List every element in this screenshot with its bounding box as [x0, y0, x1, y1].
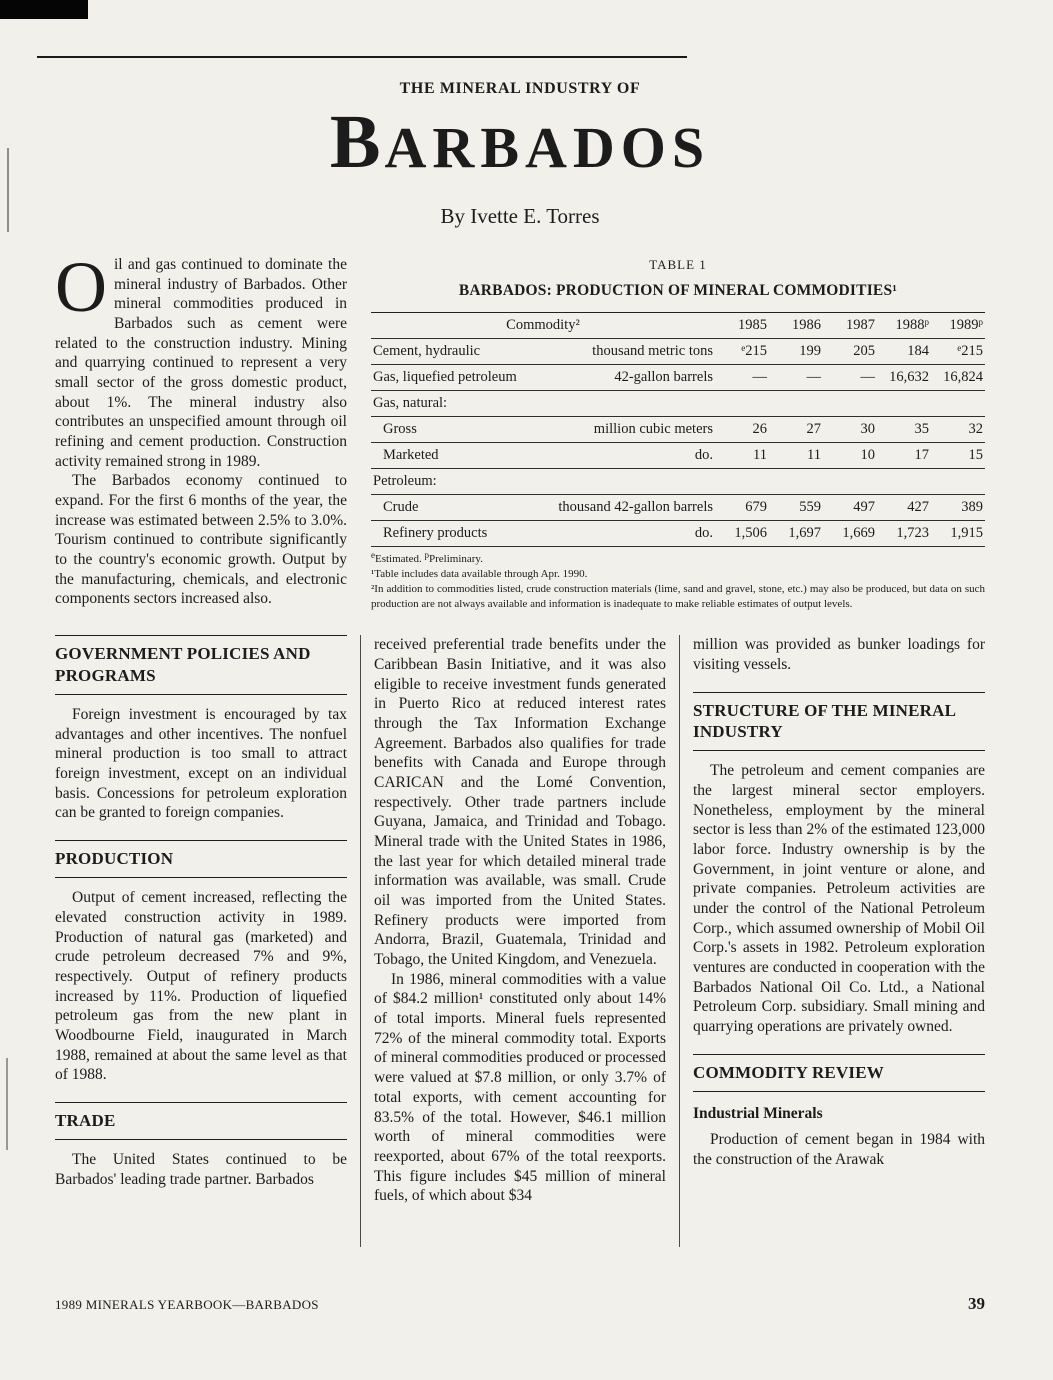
- commodity-name: Gas, natural:: [373, 395, 448, 411]
- trade-continued-paragraph-2: In 1986, mineral commodities with a value of $84.2 million¹ constituted only about 14% of total imports. Mineral fuels represented 72% of the mineral commodity total. Exports of mineral commodities produced or processed were valued at $7.8 million, or only 3.7% of total exports, with cement accounting for 83.5% of the total. However, $46.1 million worth of mineral commodities were reexported, about 67% of the total reexports. This figure includes $45 million of mineral fuels, of which about $34: [374, 970, 666, 1205]
- commodity-value: [769, 469, 823, 495]
- commodity-value: 1,669: [842, 525, 875, 541]
- section-structure: [693, 692, 985, 1037]
- commodity-name: Gross: [383, 421, 417, 437]
- commodity-value: [931, 469, 985, 495]
- intro-column: [55, 247, 347, 611]
- section-production: [55, 840, 347, 1085]
- commodity-value: 559: [799, 499, 821, 515]
- page-footer: [55, 1294, 985, 1314]
- production-table-block: [371, 255, 985, 611]
- commodity-value: 1,723: [896, 525, 929, 541]
- commodity-unit: million cubic meters: [593, 421, 713, 437]
- commodity-name: Marketed: [383, 447, 439, 463]
- column-header-year: 1988$^p$: [895, 317, 929, 333]
- government-heading: GOVERNMENT POLICIES AND PROGRAMS: [55, 635, 347, 695]
- table-row: [371, 339, 985, 365]
- title-rest: ARBADOS: [384, 115, 711, 180]
- production-table: [371, 312, 985, 547]
- column-header-year: 1989$^p$: [949, 317, 983, 333]
- column-header-year: 1986: [792, 317, 821, 333]
- commodity-value: 35: [914, 421, 929, 437]
- table-row: [371, 521, 985, 547]
- commodity-value: —: [752, 369, 767, 385]
- production-heading: PRODUCTION: [55, 840, 347, 878]
- commodity-value: 427: [907, 499, 929, 515]
- scan-artifact-edge: [6, 1058, 8, 1150]
- table-footnote: $^e$Estimated. $^p$Preliminary.: [371, 550, 483, 565]
- commodity-unit: [543, 391, 715, 417]
- commodity-value: 10: [860, 447, 875, 463]
- table-footnote: ²In addition to commodities listed, crude construction materials (lime, sand and gravel, stone, etc.) may also be produced, but data on such production are not always available and information is inadequate to make reliable estimates of output levels.: [371, 582, 985, 610]
- page-number: 39: [968, 1294, 985, 1313]
- commodity-value: 199: [799, 343, 821, 359]
- commodity-review-paragraph: Production of cement began in 1984 with the construction of the Arawak: [693, 1130, 985, 1168]
- trade-continued-paragraph-3: million was provided as bunker loadings for visiting vessels.: [693, 636, 985, 674]
- column-header-commodity: Commodity²: [506, 317, 580, 333]
- commodity-value: $^e$215: [957, 343, 983, 359]
- top-section: [55, 247, 985, 611]
- commodity-name: Gas, liquefied petroleum: [373, 369, 517, 385]
- commodity-value: 16,824: [943, 369, 983, 385]
- scan-artifact-corner: [0, 0, 88, 19]
- government-paragraph: Foreign investment is encouraged by tax advantages and other incentives. The nonfuel mineral production is too small to attract foreign investment, except on an individual basis. Concessions for petroleum exploration can be granted to foreign companies.: [55, 705, 347, 822]
- industrial-minerals-subheading: Industrial Minerals: [693, 1104, 823, 1122]
- commodity-value: 1,506: [734, 525, 767, 541]
- bottom-section: [55, 635, 985, 1247]
- commodity-value: 205: [853, 343, 875, 359]
- column-divider: [360, 635, 361, 1247]
- commodity-value: 11: [753, 447, 767, 463]
- commodity-unit: thousand metric tons: [592, 343, 713, 359]
- commodity-value: 1,915: [950, 525, 983, 541]
- commodity-value: [877, 469, 931, 495]
- commodity-value: [769, 391, 823, 417]
- commodity-value: [715, 469, 769, 495]
- byline: By Ivette E. Torres: [440, 204, 600, 228]
- commodity-name: Cement, hydraulic: [373, 343, 481, 359]
- table-row: [371, 495, 985, 521]
- series-title: THE MINERAL INDUSTRY OF: [399, 80, 641, 97]
- commodity-unit: thousand 42-gallon barrels: [558, 499, 713, 515]
- commodity-unit: do.: [694, 447, 713, 463]
- table-row: [371, 417, 985, 443]
- column-header-year: 1985: [738, 317, 767, 333]
- page-title: [55, 100, 985, 184]
- production-paragraph: Output of cement increased, reflecting the elevated construction activity in 1989. Production of natural gas (marketed) and crude petroleum decreased 7% and 9%, respectively. Output of refinery products increased by 11%. Production of liquefied petroleum gas from the new plant in Woodbourne Field, inaugurated in March 1988, remained at about the same level as that of 1988.: [55, 889, 347, 1084]
- structure-paragraph: The petroleum and cement companies are the largest mineral sector employers. Nonetheless, employment by the mineral sector is less than 2% of the estimated 123,000 labor force. Industry ownership is by the Government, in joint venture or alone, and private companies. Petroleum activities are under the control of the National Petroleum Corp., which assumed ownership of Mobil Oil Corp.'s assets in 1982. Petroleum exploration ventures are conducted in cooperation with the Barbados National Oil Co. Ltd., a National Petroleum Corp. subsidiary. Small mining and quarrying operations are privately owned.: [693, 762, 985, 1035]
- commodity-value: 26: [752, 421, 767, 437]
- commodity-value: 27: [806, 421, 821, 437]
- table-label: TABLE 1: [649, 257, 707, 272]
- section-commodity-review: [693, 1054, 985, 1170]
- commodity-value: 16,632: [889, 369, 929, 385]
- commodity-name: Refinery products: [383, 525, 488, 541]
- commodity-value: [877, 391, 931, 417]
- footer-publication: 1989 MINERALS YEARBOOK—BARBADOS: [55, 1297, 319, 1312]
- table-header-row: [371, 313, 985, 339]
- trade-continued-paragraph-1: received preferential trade benefits under the Caribbean Basin Initiative, and it was also eligible to receive investment funds generated in Puerto Rico at reduced interest rates through the Tax Information Exchange Agreement. Barbados also qualifies for trade benefits with Canada and Europe through CARICAN and the Lomé Convention, respectively. Other trade partners include Guyana, Jamaica, and Trinidad and Tobago. Mineral trade with the United States in 1986, the last year for which detailed mineral trade information was available, was small. Crude oil was imported from the United States. Refinery products were imported from Andorra, Brazil, Guatemala, Trinidad and Tobago, the United Kingdom, and Venezuela.: [374, 636, 666, 969]
- structure-heading: STRUCTURE OF THE MINERAL INDUSTRY: [693, 692, 985, 752]
- dropcap: O: [55, 247, 107, 327]
- table-footnotes: [371, 552, 985, 611]
- commodity-name: Crude: [383, 499, 419, 515]
- commodity-unit: do.: [694, 525, 713, 541]
- table-row: [371, 365, 985, 391]
- trade-paragraph: The United States continued to be Barbados' leading trade partner. Barbados: [55, 1151, 347, 1188]
- section-government: [55, 635, 347, 823]
- table-row: [371, 443, 985, 469]
- left-column: [55, 635, 347, 1247]
- table-footnote: ¹Table includes data available through Apr. 1990.: [371, 567, 588, 580]
- commodity-value: 15: [968, 447, 983, 463]
- commodity-value: [823, 469, 877, 495]
- title-initial: B: [329, 100, 385, 184]
- table-row: [371, 391, 985, 417]
- table-title: BARBADOS: PRODUCTION OF MINERAL COMMODITIES¹: [458, 282, 898, 299]
- commodity-value: 497: [853, 499, 875, 515]
- right-column: [693, 635, 985, 1247]
- commodity-value: 389: [961, 499, 983, 515]
- commodity-value: [715, 391, 769, 417]
- intro-paragraph-1: [55, 247, 347, 471]
- commodity-value: 184: [907, 343, 929, 359]
- commodity-value: 679: [745, 499, 767, 515]
- commodity-value: [823, 391, 877, 417]
- commodity-value: 17: [914, 447, 929, 463]
- commodity-value: [931, 391, 985, 417]
- commodity-value: 1,697: [788, 525, 821, 541]
- middle-column: [374, 635, 666, 1247]
- column-divider: [679, 635, 680, 1247]
- commodity-review-heading: COMMODITY REVIEW: [693, 1054, 985, 1092]
- scan-artifact-edge: [7, 148, 9, 232]
- commodity-unit: [543, 469, 715, 495]
- commodity-unit: 42-gallon barrels: [614, 369, 713, 385]
- commodity-value: —: [860, 369, 875, 385]
- commodity-value: —: [806, 369, 821, 385]
- commodity-value: 30: [860, 421, 875, 437]
- top-rule: [37, 56, 687, 58]
- column-header-year: 1987: [846, 317, 875, 333]
- commodity-name: Petroleum:: [373, 473, 437, 489]
- section-trade: [55, 1102, 347, 1190]
- commodity-value: 11: [807, 447, 821, 463]
- trade-heading: TRADE: [55, 1102, 347, 1140]
- commodity-value: 32: [968, 421, 983, 437]
- intro-paragraph-2: The Barbados economy continued to expand. For the first 6 months of the year, the increase was estimated between 2.5% to 3.0%. Tourism continued to contribute significantly to the country's economic growth. Output by the manufacturing, chemicals, and electronic components sectors increased also.: [55, 472, 347, 608]
- table-row: [371, 469, 985, 495]
- commodity-value: $^e$215: [741, 343, 767, 359]
- intro-paragraph-1-text: il and gas continued to dominate the mineral industry of Barbados. Other mineral commodities produced in Barbados such as cement were related to the construction industry. Mining and quarrying continued to represent a very small sector of the gross domestic product, about 1%. The mineral industry also contributes an unspecified amount through oil refining and cement production. Construction activity remained strong in 1989.: [55, 256, 347, 470]
